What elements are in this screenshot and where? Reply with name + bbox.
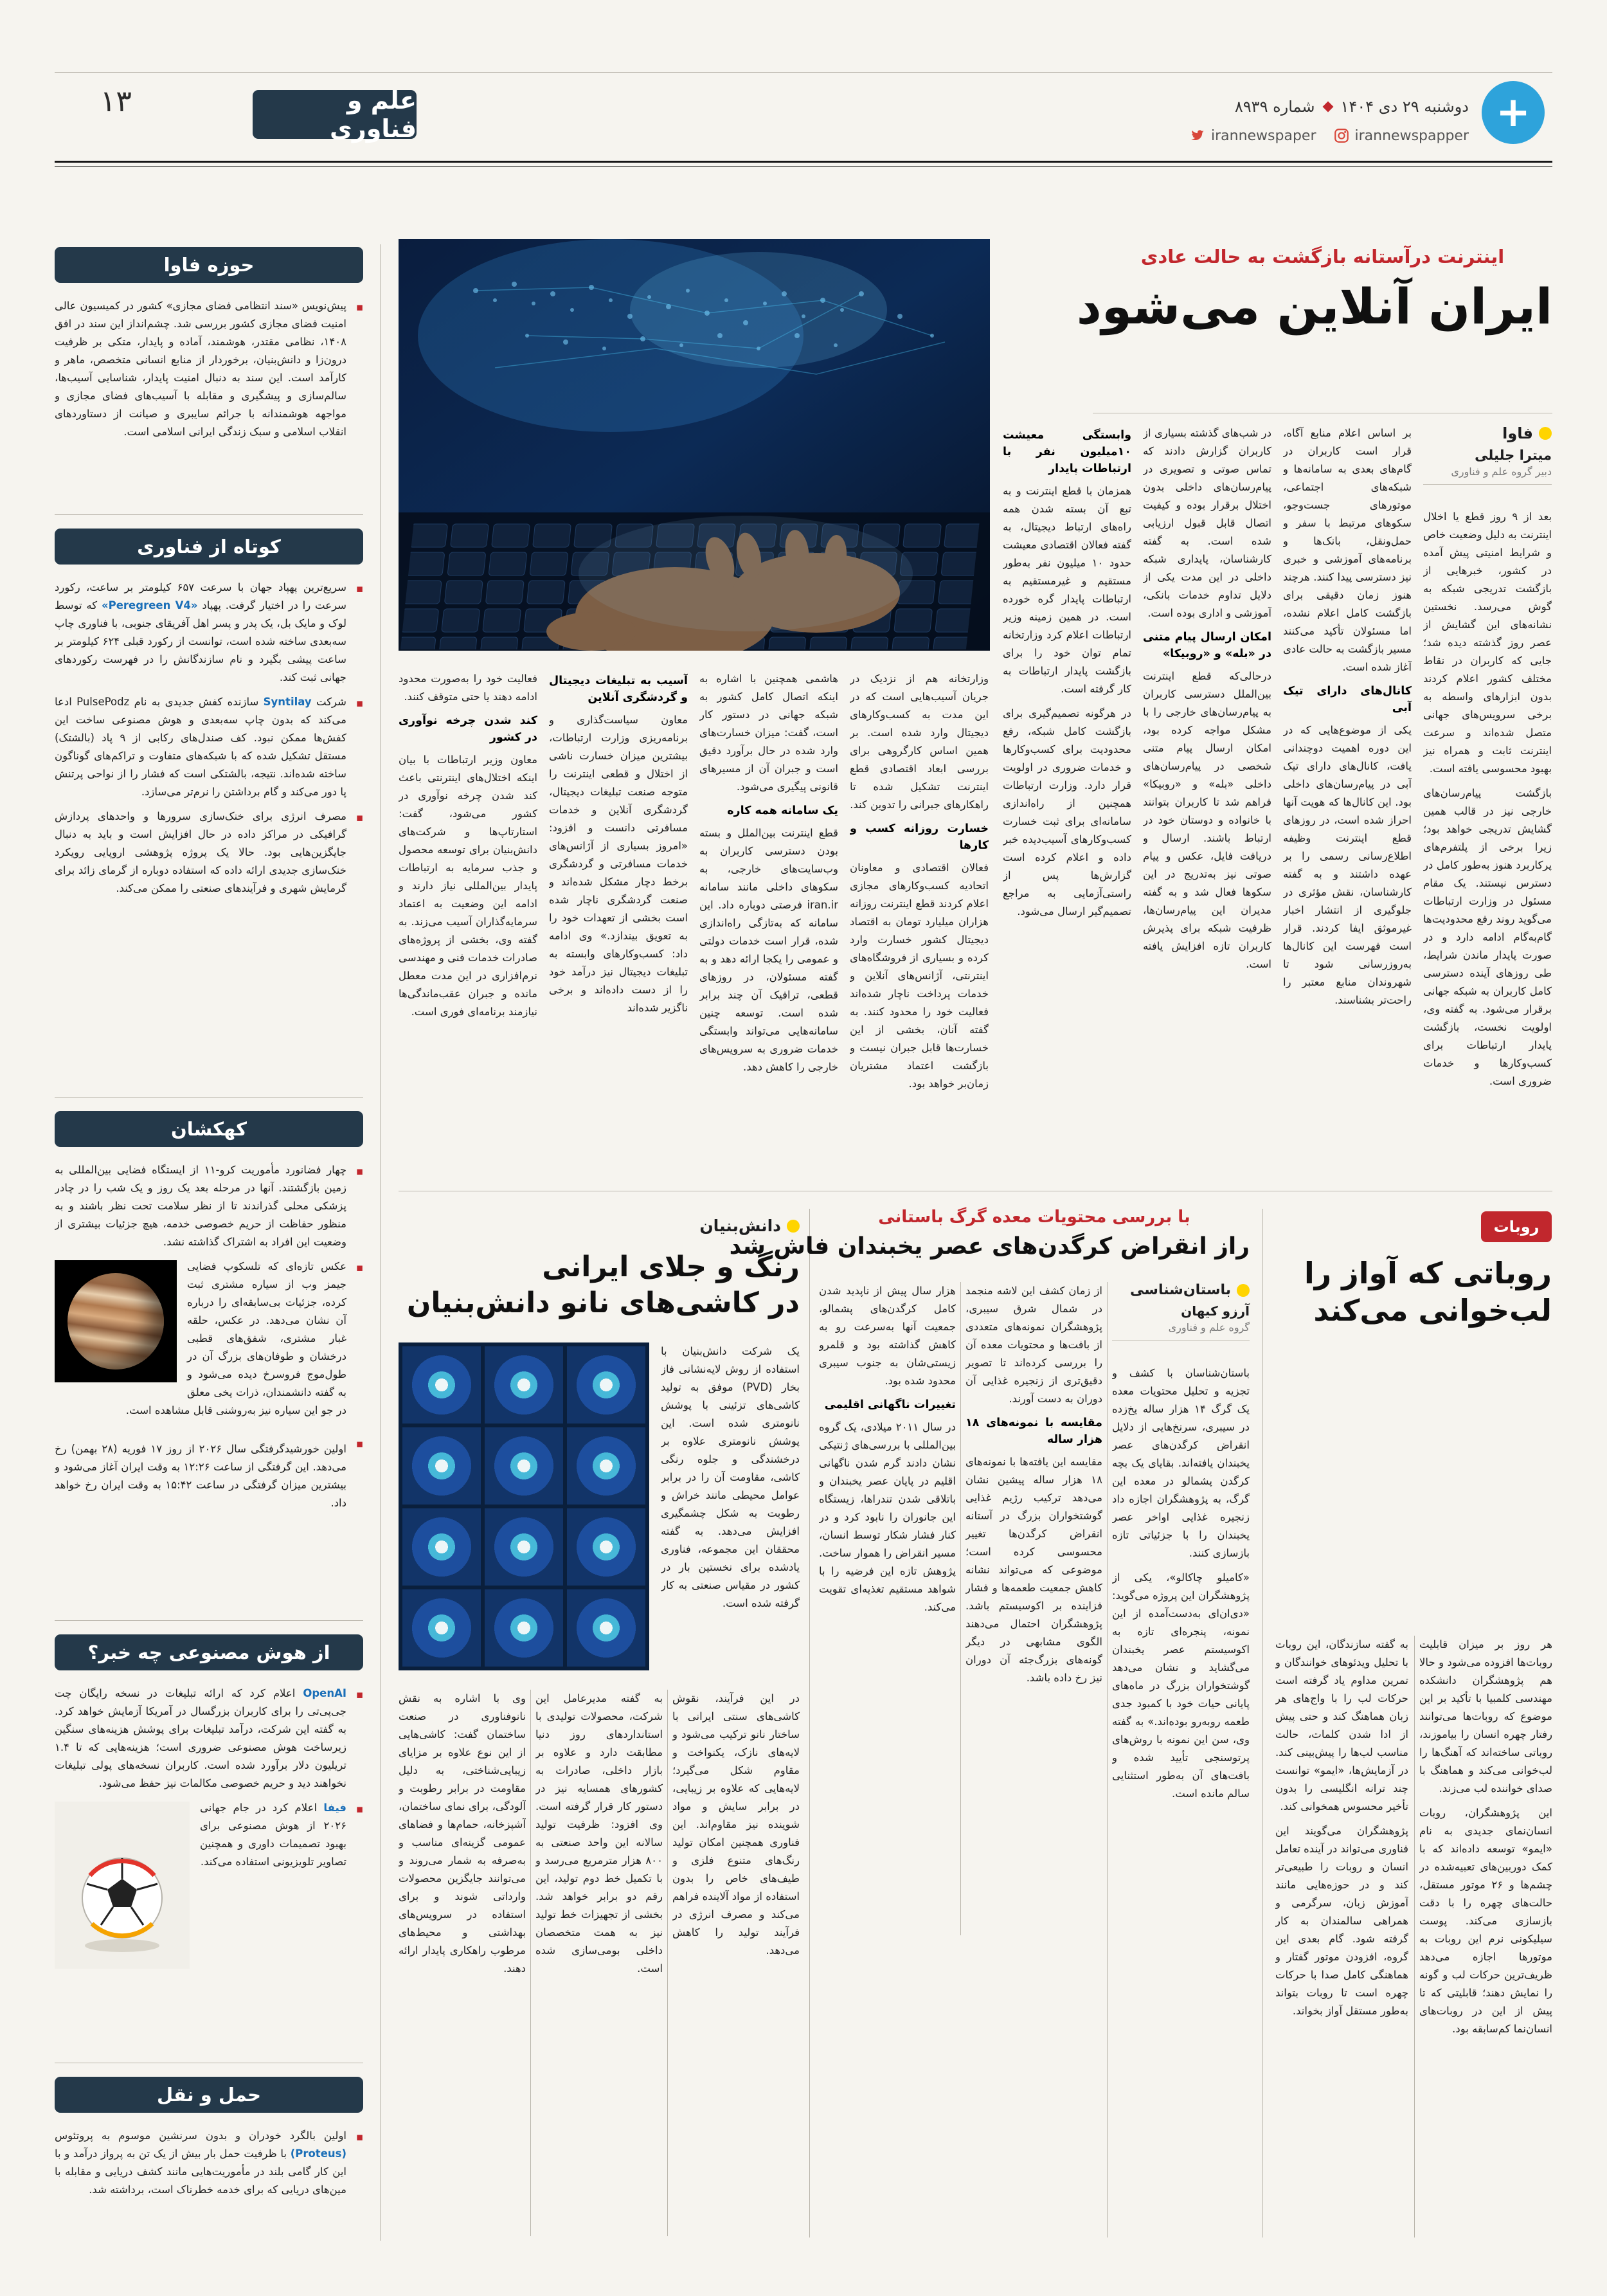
- rhino-column-rule: [1107, 1282, 1108, 2237]
- brief-text: با ظرفیت حمل بار بیش از یک تن به پرواز درآمد و با این کار گامی بلند در مأموریت‌هایی مانند کشف دریایی و مقابله با مین‌های دریایی که برای خدمه خطرناک است، برداشته شد.: [55, 2147, 346, 2196]
- subhead-climate-shifts: تغییرات ناگهانی اقلیمی: [824, 1398, 956, 1411]
- news-brief-with-image: [55, 1258, 363, 1420]
- brief-text: سریع‌ترین پهپاد جهان با سرعت ۶۵۷ کیلومتر بر ساعت، رکورد سرعت را در اختیار گرفت. پهپاد: [55, 581, 347, 611]
- paragraph: به گفته مدیرعامل این شرکت، محصولات تولیدی با استانداردهای روز دنیا مطابقت دارد و علاوه بر بازار داخلی، صادرات به کشورهای همسایه نیز در دستور کار قرار گرفته است. وی افزود: ظرفیت تولید سالانه این واحد صنعتی به ۸۰۰ هزار مترمربع می‌رسد و با تکمیل خط دوم تولید، این رقم دو برابر خواهد شد. بخشی از تجهیزات خط تولید نیز به همت متخصصان داخلی بومی‌سازی شده است.: [535, 1692, 663, 1975]
- header-rule-thick: [55, 161, 1552, 163]
- tile-art: [567, 1508, 645, 1586]
- paragraph: معاون سیاست‌گذاری و برنامه‌ریزی وزارت ارتباطات، بیشترین میزان خسارت ناشی از اختلال و قطعی اینترنت را متوجه صنعت تبلیغات دیجیتال، گردشگری آنلاین و خدمات مسافرتی دانست و افزود: «امروز بسیاری از آژانس‌های خدمات مسافرتی و گردشگری برخط دچار مشکل شده‌اند و صنعت گردشگری ناچار شده است بخشی از تعهدات خود را به تعویق بیندازد.» وی ادامه داد: کسب‌وکارهای وابسته به تبلیغات دیجیتال نیز درآمد خود را از دست داده‌اند و برخی ناگزیر شده‌اند: [549, 714, 688, 1014]
- author-name: میترا جلیلی: [1475, 447, 1552, 463]
- sidebar-box-fava-text: [55, 297, 363, 503]
- twitter-icon: [1189, 127, 1206, 144]
- sidebar-box-tech-shorts: [55, 579, 363, 1087]
- tile-art: [402, 1589, 481, 1667]
- subhead-18k-samples: مقایسه با نمونه‌های ۱۸ هزار ساله: [965, 1416, 1102, 1446]
- robot-headline-line1: روباتی که آواز را: [1304, 1256, 1552, 1290]
- vertical-rule-nano-rhino: [809, 1209, 810, 2237]
- brief-keyword: فیفا: [323, 1802, 346, 1814]
- soccer-ball-image: [55, 1802, 190, 1975]
- paragraph: وزارتخانه هم از نزدیک در جریان آسیب‌هایی است که در این مدت به کسب‌وکارهای دیجیتال وارد شده است. بر همین اساس کارگروهی برای بررسی ابعاد اقتصادی قطع اینترنت تشکیل شده تا راهکارهای جبرانی را تدوین کند.: [850, 673, 989, 811]
- sidebar-rule: [55, 1620, 363, 1621]
- tile-art: [485, 1427, 563, 1505]
- nano-column-rule: [667, 1690, 668, 2236]
- brief-text: شرکت: [311, 696, 346, 708]
- brief-keyword: Syntilay: [263, 696, 312, 708]
- paragraph: وی با اشاره به نقش نانوفناوری در صنعت ساختمان گفت: کاشی‌هایی از این نوع علاوه بر مزایای زیبایی‌شناختی، به دلیل مقاومت در برابر رطوبت و آلودگی، برای نمای ساختمان، آشپزخانه، حمام‌ها و فضاهای عمومی گزینه‌ای مناسب و به‌صرفه به شمار می‌روند و می‌توانند جایگزین محصولات وارداتی شوند و برای استفاده در سرویس‌های بهداشتی و محیط‌های مرطوب راهکاری پایدار ارائه دهند.: [399, 1692, 526, 1975]
- kicker-label: فاوا: [1502, 424, 1533, 442]
- brief-text: که توسط لوک و مایک بل، یک پدر و پسر اهل آفریقای جنوبی، با فناوری چاپ سه‌بعدی ساخته شده است، توانست از رکورد قبلی ۶۲۴ کیلومتر بر ساعت پیشی بگیرد و نام سازندگانش را در فهرست رکوردهای جهانی ثبت کند.: [55, 599, 346, 683]
- news-brief: ◼ اولین خورشیدگرفتگی سال ۲۰۲۶ از روز ۱۷ فوریه (۲۸ بهمن) رخ می‌دهد. این گرفتگی از ساعت ۱۲:۲۶ به وقت ایران آغاز می‌شود و بیشترین میزان گرفتگی در ساعت ۱۵:۴۲ به وقت ایران رخ خواهد داد.: [55, 1434, 363, 1512]
- sidebar-box-galaxy: [55, 1161, 363, 1611]
- subhead-innovation-slowdown: کند شدن چرخه نوآوری در کشور: [399, 714, 537, 744]
- paragraph: «کامیلو چاکالو»، یکی از پژوهشگران این پروژه می‌گوید: «دی‌ان‌ای به‌دست‌آمده از این نمونه، پنجره‌ای تازه به اکوسیستم عصر یخبندان می‌گشاید و نشان می‌دهد گوشتخواران بزرگ در ماه‌های پایانی حیات خود با کمبود جدی طعمه روبه‌رو بوده‌اند.» به گفته وی، سن این نمونه با روش‌های پرتوسنجی تأیید شده و بافت‌های آن به‌طور استثنایی سالم مانده است.: [1112, 1571, 1250, 1800]
- paragraph: بعد از ۹ روز قطع یا اخلال اینترنت به دلیل وضعیت خاص و شرایط امنیتی پیش آمده در کشور، خبرهایی از بازگشت تدریجی شبکه به گوش می‌رسد. نخستین نشانه‌های این گشایش از عصر روز گذشته دیده شد؛ جایی که کاربران در نقاط مختلف کشور اعلام کردند بدون ابزارهای واسطه به برخی سرویس‌های جهانی متصل شده‌اند و سرعت اینترنت ثابت و همراه نیز بهبود محسوسی یافته است.: [1423, 511, 1552, 775]
- paragraph: باستان‌شناسان با کشف و تجزیه و تحلیل محتویات معده یک گرگ ۱۴ هزار ساله یخ‌زده در سیبری، سرنخ‌هایی از دلایل انقراض کرگدن‌های عصر یخبندان یافته‌اند. بقایای یک بچه کرگدن پشمالو در معده این گرگ، به پژوهشگران اجازه داد زنجیره غذایی اواخر عصر یخبندان را با جزئیاتی تازه بازسازی کنند.: [1112, 1367, 1250, 1559]
- paragraph: فعالیت خود را به‌صورت محدود ادامه دهند یا حتی متوقف کنند.: [399, 673, 537, 703]
- kicker-dot-icon: [1237, 1284, 1250, 1297]
- article-column-5: [850, 670, 989, 1180]
- soccer-ball-art: [55, 1802, 190, 1969]
- section-title: علم و فناوری: [253, 90, 417, 139]
- brief-text: اعلام کرد که ارائه تبلیغات در نسخه رایگان چت جی‌پی‌تی را برای کاربران بزرگسال در آمریکا آزمایش خواهد کرد. به گفته این شرکت، درآمد تبلیغات برای پوشش هزینه‌های سنگین زیرساخت هوش مصنوعی ضروری است؛ هزینه‌هایی که تا ۱.۴ تریلیون دلار برآورد شده است. کاربران نسخه‌های پولی تبلیغات نخواهند دید و حریم خصوصی مکالمات نیز حفظ می‌شود.: [55, 1687, 346, 1789]
- paragraph: پژوهشگران می‌گویند این فناوری می‌تواند در آینده تعامل انسان و روبات را طبیعی‌تر کند و در حوزه‌هایی مانند آموزش زبان، سرگرمی و همراهی سالمندان به کار گرفته شود. گام بعدی این گروه، افزودن موتور گفتار و هماهنگی کامل صدا با حرکات چهره است تا روبات بتواند به‌طور مستقل آواز بخواند.: [1275, 1825, 1408, 2017]
- robot-column-2: [1275, 1636, 1408, 2237]
- news-brief-with-image: [55, 1799, 363, 1871]
- brief-keyword: (Proteus): [290, 2147, 346, 2160]
- article-byline: [1423, 424, 1552, 485]
- rhino-kicker: [1112, 1282, 1250, 1298]
- brief-text: مصرف انرژی برای خنک‌سازی سرورها و واحدهای پردازش گرافیکی در مراکز داده در حال افزایش است و باید به دنبال جایگزین‌هایی بود. حالا یک پروژه پژوهشی اروپایی رویکرد خنک‌سازی جدیدی ارائه داده که استفاده دوباره از گرمای زائد برای گرمایش شهری و فرآیندهای صنعتی را ممکن می‌کند.: [55, 810, 346, 894]
- author-role: گروه علم و فناوری: [1112, 1321, 1250, 1341]
- tile-art: [402, 1427, 481, 1505]
- brief-text: اولین بالگرد خودران و بدون سرنشین موسوم به پروتئوس: [55, 2129, 346, 2142]
- paragraph: قطع اینترنت بین‌الملل و بسته بودن دسترسی کاربران به وب‌سایت‌های خارجی، به سکوهای داخلی مانند سامانه iran.ir فرصتی دوباره داد. این سامانه که به‌تازگی راه‌اندازی شده، قرار است خدمات دولتی و عمومی را یکجا ارائه دهد و به گفته مسئولان، در روزهای قطعی، ترافیک آن چند برابر شده است. توسعه چنین سامانه‌هایی می‌تواند وابستگی خدمات ضروری به سرویس‌های خارجی را کاهش دهد.: [699, 827, 838, 1073]
- date-line: [1057, 98, 1469, 116]
- nano-kicker: [399, 1216, 800, 1235]
- nano-column-a: [672, 1690, 800, 2239]
- nano-column-b: [535, 1690, 663, 2239]
- tile-art: [567, 1346, 645, 1424]
- kicker-label: باستان‌شناسی: [1130, 1282, 1231, 1298]
- paragraph: بازگشت پیام‌رسان‌های خارجی نیز در قالب همین گشایش تدریجی خواهد بود؛ زیرا برخی از پلتفرم‌های پرکاربرد هنوز به‌طور کامل در دسترس نیستند. یک مقام مسئول در وزارت ارتباطات می‌گوید روند رفع محدودیت‌ها گام‌به‌گام ادامه دارد و در صورت پایدار ماندن شرایط، طی روزهای آینده دسترسی کامل کاربران به شبکه جهانی برقرار می‌شود. به گفته وی، اولویت نخست، بازگشت پایدار ارتباطات برای کسب‌وکارها و خدمات ضروری است.: [1423, 787, 1552, 1087]
- news-brief: [55, 2127, 363, 2199]
- news-brief: [55, 1685, 363, 1793]
- subhead-all-in-one-portal: یک سامانه همه کاره: [727, 804, 838, 817]
- paragraph: در این فرآیند، نقوش کاشی‌های سنتی ایرانی با ساختار نانو ترکیب می‌شود و لایه‌های نازک، یکنواخت و مقاوم شکل می‌گیرد؛ لایه‌هایی که علاوه بر زیبایی، در برابر سایش و مواد شوینده نیز مقاوم‌اند. این فناوری همچنین امکان تولید رنگ‌های متنوع فلزی و طیف‌های خاص را بدون استفاده از مواد آلاینده فراهم می‌کند و مصرف انرژی در فرآیند تولید را کاهش می‌دهد.: [672, 1692, 800, 1957]
- author-role: دبیر گروه علم و فناوری: [1451, 466, 1552, 478]
- tile-art: [485, 1589, 563, 1667]
- tile-art: [485, 1346, 563, 1424]
- nano-intro-column: [661, 1342, 800, 1670]
- tile-art: [402, 1508, 481, 1586]
- paragraph: معاون وزیر ارتباطات با بیان اینکه اختلال‌های اینترنتی باعث کند شدن چرخه نوآوری در کشور می‌شود، گفت: استارتاپ‌ها و شرکت‌های دانش‌بنیان برای توسعه محصول و جذب سرمایه به ارتباطات پایدار بین‌المللی نیاز دارند و ادامه این وضعیت به اعتماد سرمایه‌گذاران آسیب می‌زند. به گفته وی، بخشی از پروژه‌های صادرات خدمات فنی و مهندسی نرم‌افزاری در این مدت معطل مانده و جبران عقب‌ماندگی‌ها نیازمند برنامه‌ای فوری است.: [399, 754, 537, 1018]
- paragraph: یک شرکت دانش‌بنیان با استفاده از روش لایه‌نشانی فاز بخار (PVD) موفق به تولید کاشی‌های تزئینی با پوشش نانومتری شده است. این پوشش نانومتری علاوه بر درخشندگی و جلوه رنگی کاشی، مقاومت آن را در برابر عوامل محیطی مانند خراش و رطوبت به شکل چشمگیری افزایش می‌دهد. به گفته محققان این مجموعه، فناوری یادشده برای نخستین بار در کشور در مقیاس صنعتی به کار گرفته شده است.: [661, 1345, 800, 1609]
- paragraph: در هرگونه تصمیم‌گیری برای بازگشت کامل شبکه، رفع محدودیت برای کسب‌وکارها و خدمات ضروری در اولویت قرار دارد. وزارت ارتباطات همچنین از راه‌اندازی سامانه‌ای برای ثبت خسارت کسب‌وکارهای آسیب‌دیده خبر داده و اعلام کرده است گزارش‌ها پس از راستی‌آزمایی به مراجع تصمیم‌گیر ارسال می‌شود.: [1003, 707, 1131, 917]
- article-column-2: [1283, 424, 1412, 1180]
- rhino-column-rule: [960, 1282, 961, 1935]
- nano-headline-line1: رنگ و جلای ایرانی: [542, 1251, 800, 1283]
- brief-keyword: «Peregreen V4»: [101, 599, 198, 611]
- news-brief: [55, 693, 363, 801]
- article-column-1: [1423, 508, 1552, 1180]
- article-column-4: [1003, 424, 1131, 1180]
- header-rule-thin: [55, 166, 1552, 167]
- brief-text: اعلام کرد در جام جهانی ۲۰۲۶ از هوش مصنوعی برای بهبود تصمیمات داوری و همچنین تصاویر تلویزیونی استفاده می‌کند.: [200, 1802, 346, 1868]
- nano-column-c: [399, 1690, 526, 2239]
- paragraph: از زمان کشف این لاشه منجمد در شمال شرق سیبری، پژوهشگران نمونه‌های متعددی از بافت‌ها و محتویات معده آن را بررسی کرده‌اند تا تصویر دقیق‌تری از زنجیره غذایی آن دوران به دست آورند.: [965, 1285, 1102, 1405]
- laptop-network-photo-art: [399, 239, 990, 651]
- paragraph: هاشمی همچنین با اشاره به اینکه اتصال کامل کشور به شبکه جهانی در دستور کار است، گفت: میزان خسارت‌های وارد شده در حال برآورد دقیق است و جبران آن از مسیرهای قانونی پیگیری می‌شود.: [699, 673, 838, 793]
- instagram-handle: irannewspapper: [1354, 127, 1469, 144]
- brief-keyword: OpenAI: [303, 1687, 346, 1699]
- author-name: آرزو کیهان: [1181, 1303, 1250, 1319]
- subhead-livelihood: وابستگی معیشت ۱۰میلیون نفر با ارتباطات پایدار: [1003, 429, 1131, 475]
- subhead-digital-ads-tourism: آسیب به تبلیغات دیجیتال و گردشگری آنلاین: [549, 674, 688, 704]
- paragraph: مقایسه این یافته‌ها با نمونه‌های ۱۸ هزار ساله پیشین نشان می‌دهد ترکیب رژیم غذایی گوشتخواران بزرگ در آستانه انقراض کرگدن‌ها تغییر محسوسی کرده است؛ موضوعی که می‌تواند نشانه کاهش جمعیت طعمه‌ها و فشار فزاینده بر اکوسیستم باشد. پژوهشگران احتمال می‌دهند الگوی مشابهی در دیگر گونه‌های بزرگ‌جثه آن دوران نیز رخ داده باشد.: [965, 1456, 1102, 1684]
- robot-column-rule: [1414, 1636, 1415, 2237]
- rhino-column-2: [965, 1282, 1102, 1935]
- twitter-handle: irannewspaper: [1211, 127, 1316, 144]
- logo-plus-glyph: +: [1496, 89, 1531, 136]
- paragraph: در شب‌های گذشته بسیاری از کاربران گزارش دادند که تماس صوتی و تصویری در پیام‌رسان‌های داخلی بدون اختلال برقرار بوده و کیفیت اتصال قابل قبول ارزیابی شده است. به گفته کارشناسان، پایداری شبکه داخلی در این مدت یکی از دلایل تداوم خدمات بانکی، آموزشی و اداری بوده است.: [1143, 427, 1271, 619]
- issue-number: شماره ۸۹۳۹: [1234, 98, 1315, 116]
- news-brief: ◼ پیش‌نویس «سند انتظامی فضای مجازی» کشور در کمیسیون عالی امنیت فضای مجازی کشور بررسی شد. چشم‌انداز این سند در افق ۱۴۰۸، نظامی مقتدر، هوشمند، آماده و پایدار، متکی بر ظرفیت درون‌زا و دانش‌بنیان، برخوردار از منابع انسانی متخصص، ماهر و کارآمد است. این سند به دنبال امنیت پایدار، شناسایی آسیب‌ها، سالم‌سازی و پیشگیری و مقابله با آسیب‌های فضای مجازی و مواجهه هوشمندانه با جرائم سایبری و صیانت از دستاوردهای انقلاب اسلامی و سبک زندگی ایرانی اسلامی است.: [55, 297, 363, 441]
- article-column-3: [1143, 424, 1271, 1180]
- sidebar-box-transport: [55, 2127, 363, 2239]
- rhino-column-3: [819, 1282, 956, 1935]
- paragraph: بر اساس اعلام منابع آگاه، قرار است کاربران در گام‌های بعدی به سامانه‌ها و شبکه‌های اجتماعی، موتورهای جست‌وجو، سکوهای مرتبط با سفر و حمل‌ونقل، بانک‌ها و برنامه‌های آموزشی و خبری نیز دسترسی پیدا کنند. هرچند هنوز زمان دقیقی برای بازگشت کامل اعلام نشده، اما مسئولان تأکید می‌کنند مسیر بازگشت به حالت عادی آغاز شده است.: [1283, 427, 1412, 673]
- rhino-headline: راز انقراض کرگدن‌های عصر یخبندان فاش شد: [729, 1233, 1250, 1260]
- paragraph: هزار سال پیش از ناپدید شدن کامل کرگدن‌های پشمالو، جمعیت آنها به‌سرعت رو به کاهش گذاشته بود و قلمرو زیستی‌شان به جنوب سیبری محدود شده بود.: [819, 1285, 956, 1387]
- social-instagram[interactable]: [1333, 127, 1469, 144]
- article-column-7: [549, 670, 688, 1180]
- subhead-daily-losses: خسارت روزانه کسب و کارها: [850, 822, 989, 852]
- jupiter-planet-art: [67, 1273, 164, 1369]
- sidebar-box-ai-title: از هوش مصنوعی چه خبر؟: [55, 1634, 363, 1670]
- kicker-dot-icon: [1539, 427, 1552, 440]
- sidebar-rule: [55, 514, 363, 515]
- news-brief: ◼ چهار فضانورد مأموریت کرو-۱۱ از ایستگاه فضایی بین‌المللی به زمین بازگشتند. آنها در مرحله بعد یک روز و یک شب را در چادر پزشکی محلی گذراندند تا از نظر سلامت تحت نظر باشند و به منظور حفاظت از حریم خصوصی خدمه، هیچ جزئیات بیشتری از وضعیت این افراد به اشتراک گذاشته نشد.: [55, 1161, 363, 1251]
- tile-art: [567, 1427, 645, 1505]
- laptop-network-photo: [399, 239, 990, 651]
- jupiter-image: [55, 1260, 177, 1382]
- paragraph: درحالی‌که قطع اینترنت بین‌الملل دسترسی کاربران به پیام‌رسان‌های خارجی را با مشکل مواجه کرده بود، امکان ارسال پیام متنی شخصی در پیام‌رسان‌های داخلی «بله» و «روبیکا» فراهم شد تا کاربران بتوانند با خانواده و دوستان خود در ارتباط باشند. ارسال و دریافت فایل، عکس و پیام صوتی نیز به‌تدریج در این سکوها فعال شد و به گفته مدیران این پیام‌رسان‌ها، ظرفیت شبکه برای پذیرش کاربران تازه افزایش یافته است.: [1143, 670, 1271, 970]
- article-kicker: [1423, 424, 1552, 442]
- news-brief: [55, 808, 363, 898]
- sidebar-box-galaxy-title: کهکشان: [55, 1111, 363, 1147]
- article-overline: اینترنت درآستانه بازگشت به حالت عادی: [1140, 246, 1505, 267]
- nano-headline-line2: در کاشی‌های نانو دانش‌بنیان: [406, 1287, 800, 1319]
- brief-text: عکس تازه‌ای که تلسکوپ فضایی جیمز وب از سیاره مشتری ثبت کرده، جزئیات بی‌سابقه‌ای را درباره آن نشان می‌دهد. در عکس، حلقه غبار مشتری، شفق‌های قطبی درخشان و طوفان‌های بزرگ آن در طول‌موج فروسرخ دیده می‌شود و به گفته دانشمندان، ذرات یخی معلق در جو این سیاره نیز به‌روشنی قابل مشاهده است.: [125, 1260, 346, 1416]
- news-brief: [55, 579, 363, 687]
- paragraph: این پژوهشگران، روبات انسان‌نمای جدیدی به نام «ایمو» توسعه داده‌اند که با کمک دوربین‌های تعبیه‌شده در چشم‌ها و ۲۶ موتور مستقل، حالت‌های چهره را با دقت بازسازی می‌کند. پوست سیلیکونی نرم این روبات به موتورها اجازه می‌دهد ظریف‌ترین حرکات لب و گونه را نمایش دهند؛ قابلیتی که تا پیش از این در روبات‌های انسان‌نما کم‌سابقه بود.: [1419, 1807, 1552, 2035]
- paragraph: همزمان با قطع اینترنت و به تبع آن بسته شدن همه راه‌های ارتباط دیجیتال، به گفته فعالان اقتصادی معیشت حدود ۱۰ میلیون نفر به‌طور مستقیم و غیرمستقیم به ارتباطات پایدار گره خورده است. در همین زمینه وزیر ارتباطات اعلام کرد وزارتخانه تمام توان خود را برای بازگشت پایدار ارتباطات به کار گرفته است.: [1003, 485, 1131, 695]
- article-headline: ایران آنلاین می‌شود: [1076, 278, 1552, 335]
- robot-section-tab: روبات: [1481, 1211, 1552, 1242]
- robot-headline-line2: لب‌خوانی می‌کند: [1313, 1293, 1552, 1328]
- tile-art: [567, 1589, 645, 1667]
- paragraph: به گفته سازندگان، این روبات با تحلیل ویدئوهای خوانندگان و تمرین مداوم یاد گرفته است حرکات لب را با واج‌های هر زبان هماهنگ کند و حتی پیش از ادا شدن کلمات، حالت مناسب لب‌ها را پیش‌بینی کند. در آزمایش‌ها، «ایمو» توانست چند ترانه انگلیسی را بدون تأخیر محسوس همخوانی کند.: [1275, 1638, 1408, 1812]
- social-twitter[interactable]: [1189, 127, 1316, 144]
- rhino-column-1: [1112, 1364, 1250, 2237]
- paragraph: هر روز بر میزان قابلیت روبات‌ها افزوده می‌شود و حالا هم پژوهشگران دانشکده مهندسی کلمبیا با تأکید بر این موضوع که روبات‌ها می‌توانند رفتار چهره انسان را بیاموزند، روباتی ساخته‌اند که آهنگ‌ها را لب‌خوانی می‌کند و هماهنگ با صدای خواننده لب می‌زند.: [1419, 1638, 1552, 1794]
- article-column-6: [699, 670, 838, 1180]
- paragraph: یکی از موضوع‌هایی که در این دوره اهمیت دوچندانی یافت، کانال‌های دارای تیک آبی در پیام‌رسان‌های داخلی بود. این کانال‌ها که هویت آنها احراز شده است، در روزهای قطع اینترنت وظیفه اطلاع‌رسانی رسمی را بر عهده داشتند و به گفته کارشناسان، نقش مؤثری در جلوگیری از انتشار اخبار غیرموثق ایفا کردند. قرار است فهرست این کانال‌ها به‌روزرسانی شود تا شهروندان منابع معتبر را راحت‌تر بشناسند.: [1283, 724, 1412, 1006]
- newspaper-logo: [1482, 81, 1545, 144]
- sidebar-divider-rule: [380, 244, 381, 2241]
- subhead-blue-check-channels: کانال‌های دارای تیک آبی: [1283, 685, 1412, 714]
- kicker-dot-icon: [787, 1220, 800, 1233]
- kicker-label: دانش‌بنیان: [699, 1216, 781, 1235]
- rhino-overline: با بررسی محتویات معده گرگ باستانی: [878, 1207, 1190, 1227]
- social-row: [1057, 127, 1469, 144]
- vertical-rule-rhino-robot: [1262, 1209, 1263, 2237]
- rhino-byline: [1112, 1282, 1250, 1341]
- persian-tiles-image: [399, 1342, 649, 1670]
- diamond-icon: [1322, 102, 1333, 113]
- instagram-icon: [1333, 127, 1350, 144]
- robot-column-1: [1419, 1636, 1552, 2237]
- date-text: دوشنبه ۲۹ دی ۱۴۰۴: [1340, 98, 1469, 116]
- tile-art: [402, 1346, 481, 1424]
- paragraph: فعالان اقتصادی و معاونان اتحادیه کسب‌وکارهای مجازی اعلام کردند قطع اینترنت روزانه هزاران میلیارد تومان به اقتصاد دیجیتال کشور خسارت وارد کرده و بسیاری از فروشگاه‌های اینترنتی، آژانس‌های آنلاین و خدمات پرداخت ناچار شده‌اند فعالیت خود را محدود کنند. به گفته آنان، بخشی از این خسارت‌ها قابل جبران نیست و بازگشت اعتماد مشتریان زمان‌بر خواهد بود.: [850, 862, 989, 1090]
- sidebar-box-ai: [55, 1685, 363, 2051]
- paragraph: در سال ۲۰۱۱ میلادی، یک گروه بین‌المللی با بررسی‌های ژنتیکی نشان دادند گرم شدن ناگهانی اقلیم در پایان عصر یخبندان و باتلاقی شدن تندراها، زیستگاه این جانوران را نابود کرد و در کنار فشار شکار توسط انسان، مسیر انقراض را هموار ساخت. پژوهش تازه این فرضیه را با شواهد مستقیم تغذیه‌ای تقویت می‌کند.: [819, 1421, 956, 1613]
- nano-column-rule: [530, 1690, 531, 2236]
- sidebar-rule: [55, 1097, 363, 1098]
- sidebar-box-transport-title: حمل و نقل: [55, 2077, 363, 2113]
- sidebar-box-tech-shorts-title: کوتاه از فناوری: [55, 529, 363, 565]
- header-top-rule: [55, 72, 1552, 73]
- brief-text: سازنده کفش جدیدی به نام PulsePodz ادعا می‌کند که بدون چاپ سه‌بعدی و هوش مصنوعی ساخت این کفش‌ها ممکن نبود. کف صندل‌های رکابی از ۹ پاد (بالشتک) مستقل تشکیل شده که با شبکه‌های متفاوت و تراکم‌های گوناگون ساخته شده‌اند. نتیجه، بالشتکی است که فشار را از نواحی پرتنش پا دور می‌کند و گام برداشتن را نرم‌تر می‌سازد.: [55, 696, 346, 798]
- subhead-bale-rubika: امکان ارسال پیام متنی در «بله» و «روبیکا»: [1143, 631, 1271, 660]
- article-column-8: [399, 670, 537, 1180]
- tile-art: [485, 1508, 563, 1586]
- page-number: ۱۳: [100, 84, 132, 118]
- sidebar-box-fava-title: حوزه فاوا: [55, 247, 363, 283]
